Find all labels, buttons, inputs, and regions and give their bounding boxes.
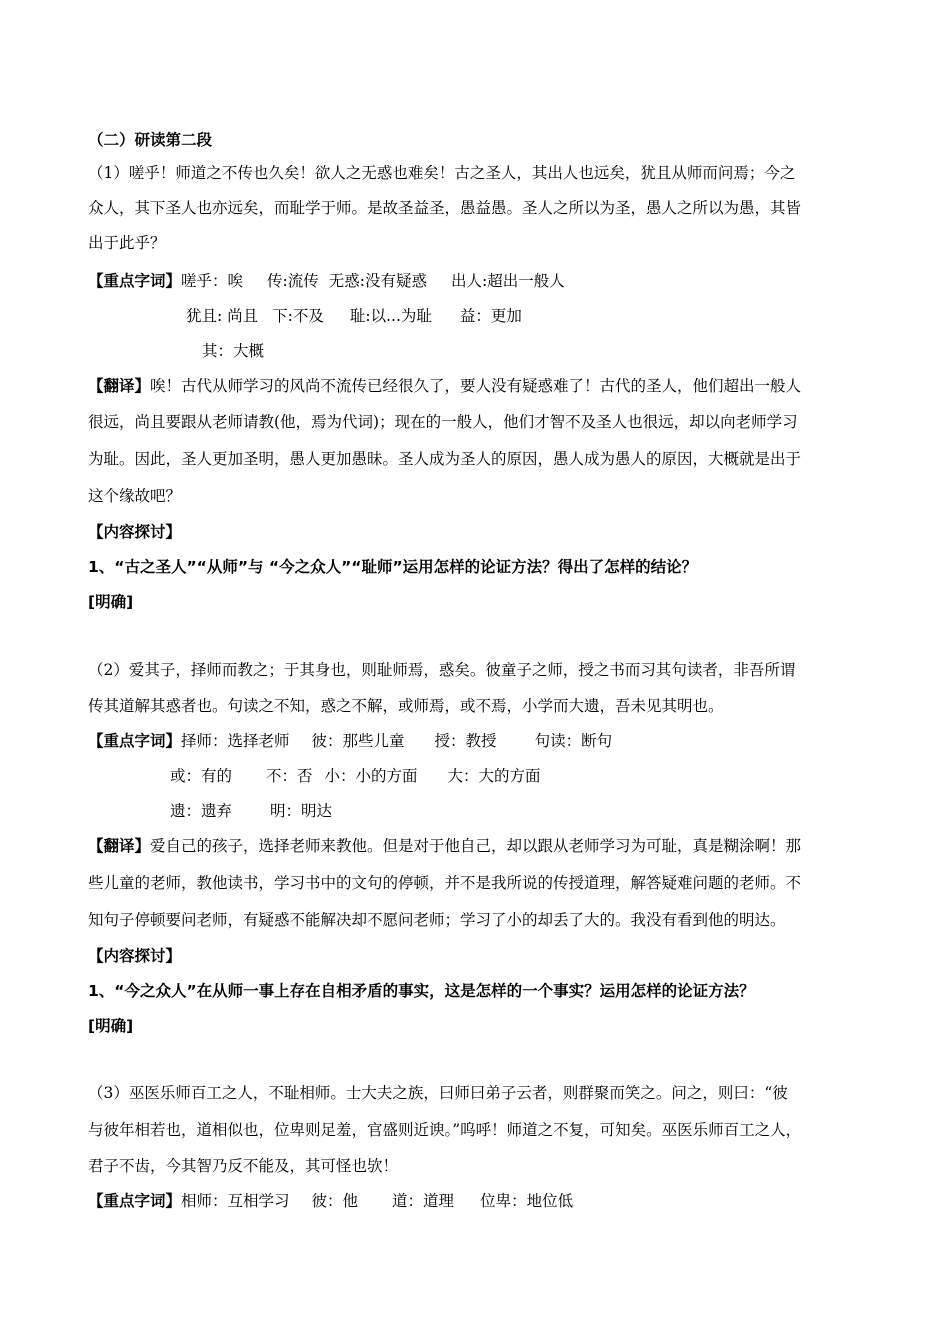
vocab-item: 传:流传	[267, 272, 319, 290]
section-title: （二）研读第二段	[88, 131, 213, 149]
vocab-item: 耻:以...为耻	[349, 307, 432, 325]
vocab-item: 小：小的方面	[324, 767, 418, 785]
vocab-item: 位卑：地位低	[480, 1192, 574, 1210]
vocab2-row2	[170, 766, 541, 786]
discuss1-answer: [明确]	[88, 593, 134, 611]
vocab-item: 授：教授	[434, 732, 497, 750]
trans2-line2: 些儿童的老师，教他读书，学习书中的文句的停顿，并不是我所说的传授道理，解答疑难问题的老师。不	[88, 874, 802, 892]
vocab-item: 出人:超出一般人	[451, 272, 565, 290]
vocab-item: 其：大概	[202, 342, 265, 360]
vocab2-row1	[88, 731, 612, 751]
vocab1-row3	[202, 341, 264, 361]
vocab-item: 道：道理	[392, 1192, 455, 1210]
para3-line1: （3）巫医乐师百工之人，不耻相师。士大夫之族，曰师曰弟子云者，则群聚而笑之。问之，则曰：“彼	[88, 1084, 788, 1102]
discuss1-question: 1、“古之圣人”“从师”与 “今之众人”“耻师”运用怎样的论证方法？得出了怎样的结论？	[88, 558, 698, 576]
vocab2-row3	[170, 801, 332, 821]
trans1-line3: 为耻。因此，圣人更加圣明，愚人更加愚昧。圣人成为圣人的原因，愚人成为愚人的原因，大概就是出于	[88, 450, 802, 468]
vocab-item: 嗟乎：唉	[181, 272, 244, 290]
vocab-item: 犹且: 尚且	[186, 307, 259, 325]
trans1-line1: 【翻译】唉！古代从师学习的风尚不流传已经很久了，要人没有疑惑难了！古代的圣人，他们超出一般人	[88, 377, 802, 395]
trans2-line3: 知句子停顿要问老师，有疑惑不能解决却不愿问老师；学习了小的却丢了大的。我没有看到他的明达。	[88, 911, 786, 929]
trans2-line1: 【翻译】爱自己的孩子，选择老师来教他。但是对于他自己，却以跟从老师学习为可耻，真是糊涂啊！那	[88, 837, 802, 855]
trans1-tag: 【翻译】	[88, 377, 151, 395]
para2-line1: （2）爱其子，择师而教之；于其身也，则耻师焉，惑矣。彼童子之师，授之书而习其句读者，非吾所谓	[88, 661, 796, 679]
vocab1-row2	[186, 306, 522, 326]
vocab-item: 彼：他	[311, 1192, 359, 1210]
discuss2-question: 1、“今之众人”在从师一事上存在自相矛盾的事实，这是怎样的一个事实？运用怎样的论证方法？	[88, 982, 755, 1000]
vocab-item: 彼：那些儿童	[311, 732, 405, 750]
trans2-tag: 【翻译】	[88, 837, 151, 855]
para3-line2: 与彼年相若也，道相似也，位卑则足羞，官盛则近谀。”呜呼！师道之不复，可知矣。巫医乐师百工之人，	[88, 1121, 802, 1139]
vocab-item: 或：有的	[170, 767, 233, 785]
vocab-item: 句读：断句	[534, 732, 613, 750]
vocab-item: 择师：选择老师	[181, 732, 290, 750]
discuss2-tag: 【内容探讨】	[88, 947, 182, 965]
vocab-item: 无惑:没有疑惑	[328, 272, 427, 290]
vocab3-tag: 【重点字词】	[88, 1192, 182, 1210]
discuss1-tag: 【内容探讨】	[88, 523, 182, 541]
vocab-item: 下:不及	[272, 307, 324, 325]
vocab3-row1	[88, 1191, 573, 1211]
vocab-item: 遗：遗弃	[170, 802, 233, 820]
para1-line3: 出于此乎？	[88, 234, 166, 252]
vocab1-tag: 【重点字词】	[88, 272, 182, 290]
trans1-line2: 很远，尚且要跟从老师请教(他，焉为代词)；现在的一般人，他们才智不及圣人也很远，却以向老师学习	[88, 413, 798, 431]
vocab-item: 不：否	[266, 767, 313, 785]
para2-line2: 传其道解其惑者也。句读之不知，惑之不解，或师焉，或不焉，小学而大遗，吾未见其明也。	[88, 697, 724, 715]
vocab-item: 大：大的方面	[447, 767, 541, 785]
para1-line2: 众人，其下圣人也亦远矣，而耻学于师。是故圣益圣，愚益愚。圣人之所以为圣，愚人之所以为愚，其皆	[88, 199, 802, 217]
para3-line3: 君子不齿，今其智乃反不能及，其可怪也欤！	[88, 1157, 399, 1175]
vocab-item: 益：更加	[459, 307, 522, 325]
vocab-item: 明：明达	[270, 802, 333, 820]
vocab1-row1	[88, 271, 565, 291]
discuss2-answer: [明确]	[88, 1017, 134, 1035]
vocab2-tag: 【重点字词】	[88, 732, 182, 750]
trans1-line4: 这个缘故吧？	[88, 487, 182, 505]
para1-line1: （1）嗟乎！师道之不传也久矣！欲人之无惑也难矣！古之圣人，其出人也远矣，犹且从师而问焉；今之	[88, 164, 796, 182]
vocab-item: 相师：互相学习	[181, 1192, 290, 1210]
